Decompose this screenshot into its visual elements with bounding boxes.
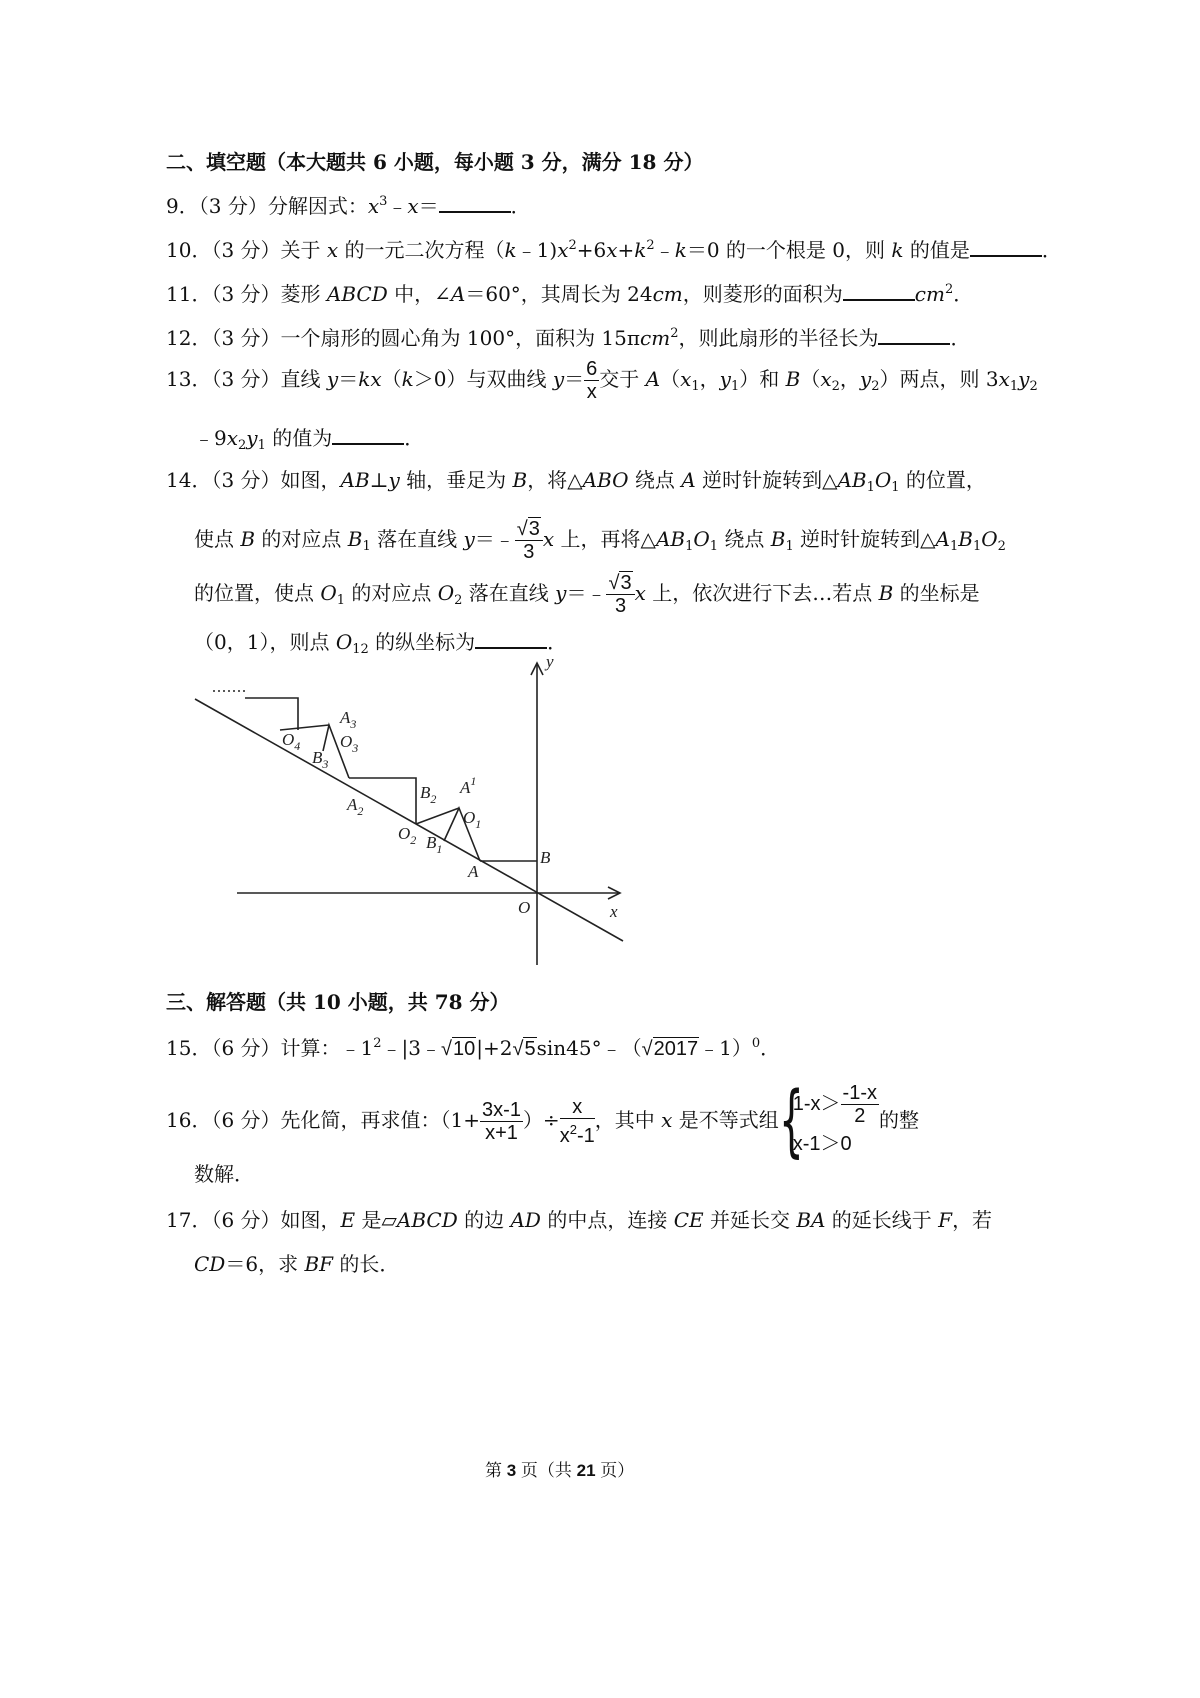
question-text: 交于 xyxy=(599,367,646,391)
square-4 xyxy=(245,698,298,730)
var: k xyxy=(674,238,687,262)
label-B3: $B_3$ xyxy=(312,748,329,771)
var: x xyxy=(634,581,646,605)
question-text: 的纵坐标为 xyxy=(368,630,476,654)
var: B xyxy=(785,367,801,391)
question-text: ，将△ xyxy=(527,468,583,492)
question-text: ）两点，则 3 xyxy=(879,367,999,391)
question-text: 的延长线于 xyxy=(825,1208,939,1232)
var: x xyxy=(326,238,339,262)
answer-blank[interactable] xyxy=(439,193,511,213)
var: BA xyxy=(796,1208,826,1232)
question-text: 的位置，使点 xyxy=(194,581,321,605)
question-13: 13．（3 分）直线 y＝kx（k＞0）与双曲线 y＝ $\frac{6}{x}$ 交于 $A(x_1$，$y_1$）和 $B(x_2$，$y_2$）两点，则 $3x_1y_2$ xyxy=(166,358,1038,403)
question-text: 上，依次进行下去…若点 xyxy=(645,581,879,605)
answer-blank[interactable] xyxy=(475,629,547,649)
question-12: 12．（3 分）一个扇形的圆心角为 100°，面积为 15πcm$^2$，则此扇形的半径长为 ． xyxy=(166,326,971,350)
unit: cm xyxy=(652,282,683,306)
var: k xyxy=(358,367,371,391)
question-text: （ xyxy=(660,367,681,391)
question-text: 绕点 xyxy=(628,468,682,492)
question-number: 17． xyxy=(166,1208,212,1232)
answer-blank[interactable] xyxy=(332,425,404,445)
var: k xyxy=(504,238,517,262)
question-text: ＝﹣ xyxy=(474,527,515,551)
question-17-line2 xyxy=(194,1250,399,1278)
question-text: +6 xyxy=(576,238,607,262)
question-text: 中，∠ xyxy=(387,282,451,306)
question-text: 先化简，再求值：（1+ xyxy=(280,1108,481,1132)
question-text: 逆时针旋转到△ xyxy=(695,468,838,492)
question-number: 9． xyxy=(166,194,199,218)
question-14-line2: 使点 B 的对应点 $B_1$ 落在直线 y＝﹣ $\frac{√3}{3}$ x 上，再将$\triangle AB_1O_1$ 绕点 $B_1$ 逆时针旋转到$\triangle A_1B_1O_2$ xyxy=(194,518,1006,563)
question-number: 16． xyxy=(166,1108,212,1132)
question-points: （6 分） xyxy=(211,1208,281,1232)
var: CE xyxy=(673,1208,704,1232)
label-A: A xyxy=(468,862,479,881)
question-text: 如图， xyxy=(280,1208,341,1232)
var: ABCD xyxy=(326,282,388,306)
var: x xyxy=(606,238,618,262)
var: y xyxy=(326,367,339,391)
question-text: 的值是 xyxy=(903,238,970,262)
inequality-system: { 1-x＞ $\frac{-1-x}{2}$ x-1＞0 xyxy=(778,1076,877,1166)
label-B: B xyxy=(540,848,551,867)
period: ． xyxy=(953,282,974,306)
question-points: （6 分） xyxy=(211,1108,281,1132)
question-text: 的中点，连接 xyxy=(540,1208,674,1232)
label-O2: $O_2$ xyxy=(398,824,417,847)
var: CD xyxy=(194,1252,226,1276)
label-B2: $B_2$ xyxy=(420,783,437,806)
question-number: 11． xyxy=(166,282,212,306)
question-text: ，其中 xyxy=(594,1108,662,1132)
var: A xyxy=(450,282,466,306)
page-number: 3 xyxy=(506,1461,517,1480)
question-text: ，则菱形的面积为 xyxy=(682,282,843,306)
var: B xyxy=(878,581,894,605)
var: k xyxy=(634,238,647,262)
unit: cm xyxy=(640,326,671,350)
var: A xyxy=(645,367,661,391)
question-text: 轴，垂足为 xyxy=(399,468,513,492)
question-text: ＝ xyxy=(338,367,359,391)
question-text: 逆时针旋转到△ xyxy=(793,527,936,551)
question-points: （3 分） xyxy=(211,326,281,350)
period: ． xyxy=(547,630,568,654)
question-text: 的边 xyxy=(457,1208,511,1232)
question-text: ﹣1） xyxy=(699,1036,752,1060)
var: y xyxy=(388,468,400,492)
question-text: 计算：﹣1 xyxy=(280,1036,374,1060)
question-text: ＝0 的一个根是 0，则 xyxy=(686,238,892,262)
question-text: 的长． xyxy=(333,1252,400,1276)
var: x xyxy=(542,527,555,551)
question-text: ）和 xyxy=(739,367,786,391)
question-number: 10． xyxy=(166,238,212,262)
answer-blank[interactable] xyxy=(878,325,950,345)
question-text: ，若 xyxy=(952,1208,993,1232)
period: ． xyxy=(510,194,531,218)
fraction: $\frac{x}{x^2-1}$ xyxy=(559,1096,595,1147)
question-text: 一个扇形的圆心角为 100°，面积为 15π xyxy=(280,326,641,350)
var: k xyxy=(401,367,414,391)
question-17 xyxy=(166,1206,992,1234)
answer-blank[interactable] xyxy=(843,281,915,301)
var: ABO xyxy=(582,468,629,492)
footer-text: 页（共 xyxy=(516,1461,577,1480)
var: y xyxy=(555,581,567,605)
question-15: 15．（6 分）计算：$﹣1^2﹣|3﹣√10|+2√5\sin 45^\circ﹣(√2017﹣1)^0$． xyxy=(166,1036,781,1060)
question-text: ＝﹣ xyxy=(566,581,607,605)
question-text: ﹣1) xyxy=(516,238,558,262)
period: ． xyxy=(1041,238,1062,262)
period: ． xyxy=(404,426,425,450)
label-O: O xyxy=(518,898,531,917)
var: x xyxy=(407,194,419,218)
period: ． xyxy=(950,326,971,350)
var: x xyxy=(367,194,380,218)
var: y xyxy=(463,527,475,551)
var: E xyxy=(340,1208,356,1232)
unit: cm xyxy=(914,282,945,306)
question-text: 是不等式组 xyxy=(672,1108,779,1132)
equals: ＝ xyxy=(418,194,439,218)
question-text: 的对应点 xyxy=(255,527,348,551)
section-heading-fill-in: 二、填空题（本大题共 6 小题，每小题 3 分，满分 18 分） xyxy=(166,150,704,174)
question-16 xyxy=(166,1076,919,1166)
question-number: 15． xyxy=(166,1036,212,1060)
var: AB xyxy=(340,468,370,492)
question-13-line2: $﹣9x_2y_1$ 的值为 ． xyxy=(194,426,425,453)
question-9: 9．（3 分）分解因式：$x^3﹣x=$ ． xyxy=(166,194,531,218)
question-points: （3 分） xyxy=(198,194,268,218)
var: y xyxy=(552,367,565,391)
question-text: 的位置， xyxy=(899,468,986,492)
label-O4: $O_4$ xyxy=(282,730,301,753)
var: B xyxy=(512,468,528,492)
question-text: 的对应点 xyxy=(345,581,438,605)
var: ABCD xyxy=(396,1208,458,1232)
period: ． xyxy=(760,1036,781,1060)
footer-text: 页） xyxy=(595,1461,635,1480)
label-A2: $A_2$ xyxy=(347,795,364,818)
label-x: x xyxy=(610,902,618,921)
rotation-figure xyxy=(190,655,640,970)
question-text: 的坐标是 xyxy=(893,581,980,605)
fraction: $\frac{3x-1}{x+1}$ xyxy=(482,1099,521,1144)
fraction-sqrt3-over-3: $\frac{√3}{3}$ xyxy=(515,518,543,563)
var: B xyxy=(240,527,256,551)
question-text: 是▱ xyxy=(355,1208,397,1232)
question-text: ﹣9 xyxy=(194,426,227,450)
question-text: sin45°﹣（ xyxy=(536,1036,642,1060)
var: x xyxy=(557,238,569,262)
question-text: 分解因式： xyxy=(267,194,368,218)
var: AD xyxy=(510,1208,541,1232)
question-text: ﹣ xyxy=(654,238,675,262)
question-14: 14．（3 分）如图，AB⊥y 轴，垂足为 B，将△ABO 绕点 A 逆时针旋转到$\triangle AB_1O_1$ 的位置， xyxy=(166,468,986,495)
question-11: 11．（3 分）菱形 ABCD 中，∠A＝60°，其周长为 24cm，则菱形的面积为 $cm^2$． xyxy=(166,282,974,306)
var: x xyxy=(370,367,382,391)
question-points: （3 分） xyxy=(211,367,281,391)
footer-text: 第 xyxy=(485,1461,507,1480)
question-number: 12． xyxy=(166,326,212,350)
question-text: 使点 xyxy=(194,527,241,551)
page-footer xyxy=(485,1456,634,1481)
fraction: $\frac{6}{x}$ xyxy=(586,358,598,403)
question-text: ＞0）与双曲线 xyxy=(413,367,553,391)
question-text: 上，再将△ xyxy=(554,527,656,551)
question-16-line2: 数解． xyxy=(194,1162,254,1186)
label-B1: $B_1$ xyxy=(426,833,443,856)
var: F xyxy=(938,1208,953,1232)
answer-blank[interactable] xyxy=(970,237,1042,257)
question-text: 关于 xyxy=(280,238,327,262)
var: A xyxy=(681,468,696,492)
question-text: ， xyxy=(699,367,720,391)
var: k xyxy=(891,238,904,262)
question-text: 绕点 xyxy=(718,527,771,551)
var: BF xyxy=(304,1252,334,1276)
question-text: |+2 xyxy=(476,1036,513,1060)
question-text: ，则此扇形的半径长为 xyxy=(678,326,879,350)
question-text: 并延长交 xyxy=(703,1208,797,1232)
var: x xyxy=(661,1108,673,1132)
question-text: 落在直线 xyxy=(462,581,556,605)
question-text: 落在直线 xyxy=(370,527,464,551)
label-A3: $A_3$ xyxy=(340,708,357,731)
question-points: （3 分） xyxy=(211,282,281,306)
question-10: 10．（3 分）关于 x 的一元二次方程$(k﹣1)x^2+6x+k^2﹣k=0$ 的一个根是 0，则 k 的值是 ． xyxy=(166,238,1062,262)
question-number: 13． xyxy=(166,367,212,391)
question-text: ＝60°，其周长为 24 xyxy=(465,282,653,306)
question-points: （6 分） xyxy=(211,1036,281,1060)
question-points: （3 分） xyxy=(211,468,281,492)
label-O3: $O_3$ xyxy=(340,732,359,755)
question-text: 的一元二次方程（ xyxy=(338,238,505,262)
question-text: 的值为 xyxy=(265,426,333,450)
question-14-line4: （0，1），则点 $O_{12}$ 的纵坐标为 ． xyxy=(194,630,568,657)
fraction-sqrt3-over-3: $\frac{√3}{3}$ xyxy=(606,572,634,617)
question-text: 的整 xyxy=(878,1108,919,1132)
question-text: ）÷ xyxy=(522,1108,560,1132)
question-text: （0，1），则点 xyxy=(194,630,336,654)
label-y: y xyxy=(546,655,554,671)
question-number: 14． xyxy=(166,468,212,492)
question-text: ＝6，求 xyxy=(225,1252,305,1276)
total-pages: 21 xyxy=(576,1461,596,1480)
question-text: 如图， xyxy=(280,468,341,492)
question-14-line3: 的位置，使点 $O_1$ 的对应点 $O_2$ 落在直线 y＝﹣ $\frac{√3}{3}$ x 上，依次进行下去…若点 B 的坐标是 xyxy=(194,572,980,617)
question-text: ⊥ xyxy=(369,468,389,492)
section-heading-answers: 三、解答题（共 10 小题，共 78 分） xyxy=(166,990,510,1014)
question-text: （ xyxy=(381,367,402,391)
question-points: （3 分） xyxy=(211,238,281,262)
question-text: 菱形 xyxy=(280,282,327,306)
question-text: ﹣|3﹣ xyxy=(381,1036,442,1060)
label-A1: $A^1$ xyxy=(460,774,477,797)
question-text: 直线 xyxy=(280,367,327,391)
slope-line xyxy=(195,699,623,941)
label-O1: $O_1$ xyxy=(463,808,482,831)
